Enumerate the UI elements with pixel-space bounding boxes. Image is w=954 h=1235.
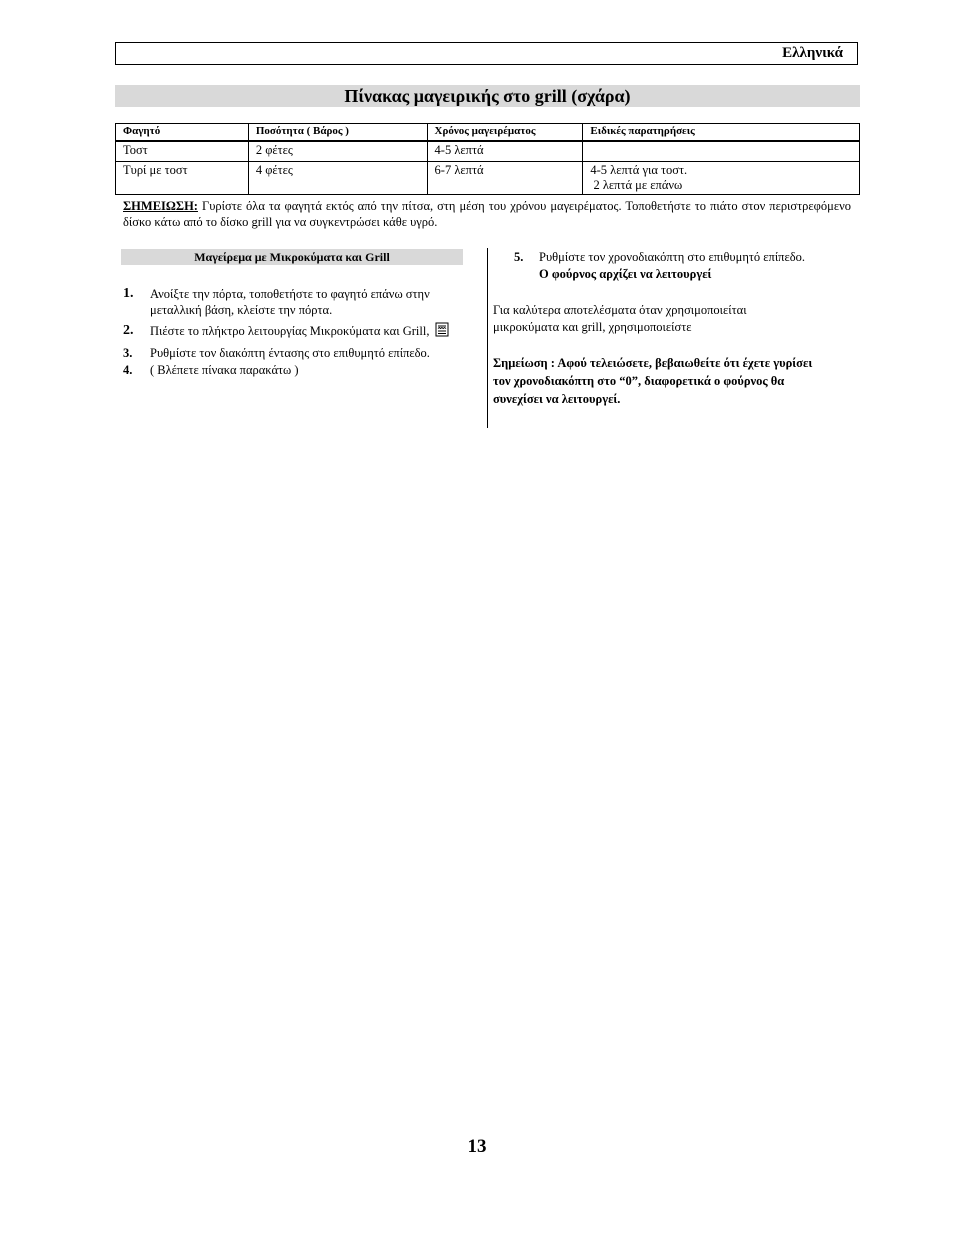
cell-time: 4-5 λεπτά [427, 141, 583, 162]
column-header-food: Φαγητό [116, 124, 249, 142]
step-text: Ρυθμίστε τον διακόπτη έντασης στο επιθυμητό επίπεδο. [150, 346, 430, 360]
right-column [493, 249, 843, 408]
language-label: Ελληνικά [782, 45, 843, 61]
step-number: 4. [123, 363, 133, 377]
step-item [493, 249, 843, 283]
step-text: ( Βλέπετε πίνακα παρακάτω ) [150, 363, 299, 377]
step-item [121, 345, 463, 361]
cell-quantity: 4 φέτες [248, 162, 427, 195]
language-header-box [115, 42, 858, 65]
step-number: 3. [123, 346, 133, 360]
step-text: Ρυθμίστε τον χρονοδιακόπτη στο επιθυμητό επίπεδο. [539, 250, 806, 264]
column-header-time: Χρόνος μαγειρέματος [427, 124, 583, 142]
column-header-remarks: Ειδικές παρατηρήσεις [583, 124, 860, 142]
warning-paragraph: Σημείωση : Αφού τελειώσετε, βεβαιωθείτε ότι έχετε γυρίσει τον χρονοδιακόπτη στο “0”, διαφορετικά ο φούρνος θα συνεχίσει να λειτουργεί. [493, 356, 813, 406]
remarks-line: 2 λεπτά με επάνω [590, 178, 683, 192]
tip-paragraph: Για καλύτερα αποτελέσματα όταν χρησιμοποιείται μικροκύματα και grill, χρησιμοποιείστε [493, 303, 747, 334]
note-label: ΣΗΜΕΙΩΣΗ: [123, 199, 198, 213]
cell-food: Τοστ [116, 141, 249, 162]
page-number: 13 [467, 1136, 487, 1157]
table-row [116, 141, 860, 162]
step-item [121, 286, 463, 318]
step-emphasis: Ο φούρνος αρχίζει να λειτουργεί [539, 267, 712, 281]
column-header-quantity: Ποσότητα ( Βάρος ) [248, 124, 427, 142]
cell-food: Τυρί με τοστ [116, 162, 249, 195]
step-number: 5. [514, 250, 524, 264]
grill-cooking-table [115, 123, 860, 195]
grill-mode-icon [435, 322, 449, 343]
cell-remarks [583, 162, 860, 195]
section-heading: Μαγείρεμα με Μικροκύματα και Grill [121, 249, 463, 265]
cell-quantity: 2 φέτες [248, 141, 427, 162]
table-row [116, 162, 860, 195]
remarks-line: 4-5 λεπτά για τοστ. [590, 163, 688, 177]
table-header-row [116, 124, 860, 142]
table-note [123, 198, 851, 230]
page-title: Πίνακας μαγειρικής στο grill (σχάρα) [115, 85, 860, 107]
steps-list [121, 286, 463, 378]
step-item [121, 321, 463, 343]
step-text: Ανοίξτε την πόρτα, τοποθετήστε το φαγητό επάνω στην μεταλλική βάση, κλείστε την πόρτα. [150, 287, 430, 317]
cell-remarks [583, 141, 860, 162]
left-column [121, 249, 463, 378]
step-item [121, 362, 463, 378]
cell-time: 6-7 λεπτά [427, 162, 583, 195]
note-text: Γυρίστε όλα τα φαγητά εκτός από την πίτσα, στη μέση του χρόνου μαγειρέματος. Τοποθετήστε το πιάτο στον περιστρεφόμενο δίσκο κάτω από το δίσκο grill για να συγκεντρώσει κάθε υγρό. [123, 199, 851, 229]
step-text: Πιέστε το πλήκτρο λειτουργίας Μικροκύματα και Grill, [150, 324, 430, 338]
step-number: 1. [123, 286, 134, 301]
column-divider [487, 248, 488, 428]
step-number: 2. [123, 323, 134, 338]
